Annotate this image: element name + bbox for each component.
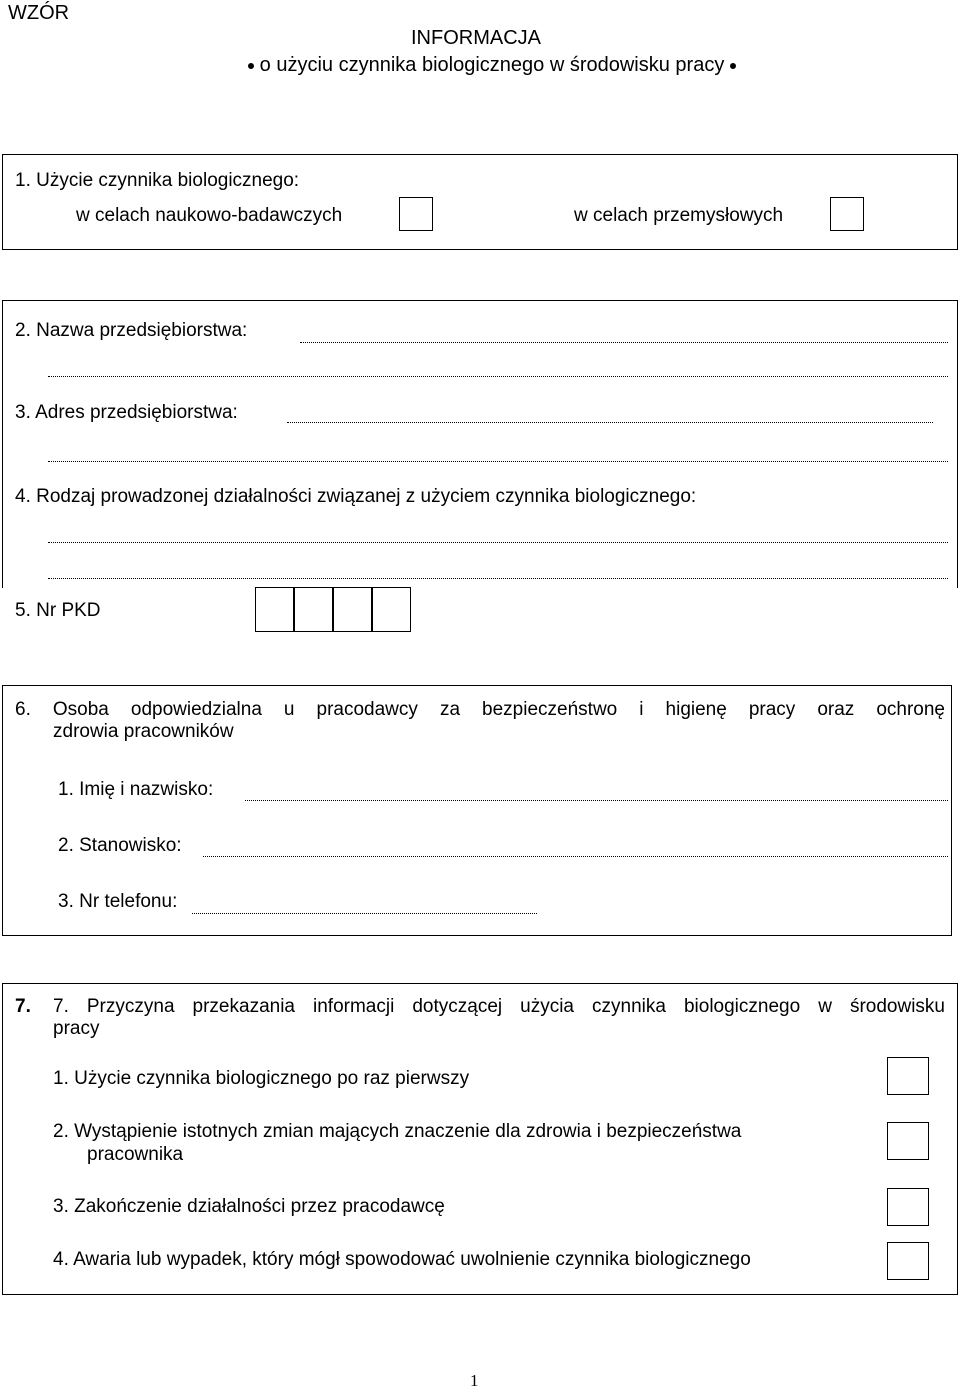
phone-field[interactable] <box>192 913 537 914</box>
activity-type-label: 4. Rodzaj prowadzonej działalności związanej z użyciem czynnika biologicznego: <box>15 486 697 507</box>
reason-3-checkbox[interactable] <box>887 1188 929 1226</box>
position-field[interactable] <box>203 856 948 857</box>
full-name-label: 1. Imię i nazwisko: <box>58 779 214 800</box>
section-6-heading: 6. Osoba odpowiedzialna u pracodawcy za bezpieczeństwo i higienę pracy oraz ochronę <box>15 699 945 720</box>
page-number: 1 <box>470 1371 479 1390</box>
subtitle-text: o użyciu czynnika biologicznego w środowisku pracy <box>259 54 725 76</box>
option-industrial-checkbox[interactable] <box>830 197 864 231</box>
reason-1-label: 1. Użycie czynnika biologicznego po raz pierwszy <box>53 1068 470 1089</box>
activity-type-field-line2[interactable] <box>48 578 948 579</box>
company-address-field[interactable] <box>287 422 933 423</box>
company-address-label: 3. Adres przedsiębiorstwa: <box>15 402 238 423</box>
bullet-right-icon <box>730 63 736 69</box>
phone-label: 3. Nr telefonu: <box>58 891 178 912</box>
section-6-heading-cont: zdrowia pracowników <box>53 721 234 742</box>
company-name-field[interactable] <box>300 342 948 343</box>
pkd-box-2[interactable] <box>294 587 333 632</box>
reason-4-label: 4. Awaria lub wypadek, który mógł spowodować uwolnienie czynnika biologicznego <box>53 1249 751 1270</box>
option-research-label: w celach naukowo-badawczych <box>76 205 343 226</box>
section-1-frame <box>2 154 958 250</box>
option-industrial-label: w celach przemysłowych <box>574 205 784 226</box>
full-name-field[interactable] <box>245 800 948 801</box>
document-title: INFORMACJA <box>411 27 541 49</box>
section-7-heading-cont: pracy <box>53 1018 100 1039</box>
pkd-box-1[interactable] <box>255 587 294 632</box>
reason-2-label-cont: pracownika <box>87 1144 184 1165</box>
pkd-label: 5. Nr PKD <box>15 600 101 621</box>
activity-type-field[interactable] <box>48 542 948 543</box>
bullet-left-icon <box>248 63 254 69</box>
company-name-label: 2. Nazwa przedsiębiorstwa: <box>15 320 248 341</box>
reason-4-checkbox[interactable] <box>887 1242 929 1280</box>
form-template-label: WZÓR <box>8 2 70 24</box>
document-subtitle <box>0 54 960 77</box>
pkd-box-3[interactable] <box>333 587 372 632</box>
option-research-checkbox[interactable] <box>399 197 433 231</box>
section-2-5-frame <box>2 300 958 588</box>
company-name-field-line2[interactable] <box>48 376 948 377</box>
position-label: 2. Stanowisko: <box>58 835 182 856</box>
section-1-heading: 1. Użycie czynnika biologicznego: <box>15 170 300 191</box>
reason-2-label: 2. Wystąpienie istotnych zmian mających znaczenie dla zdrowia i bezpieczeństwa <box>53 1121 742 1142</box>
reason-2-checkbox[interactable] <box>887 1122 929 1160</box>
section-7-number: 7. <box>15 996 31 1017</box>
section-7-heading: 7. Przyczyna przekazania informacji dotyczącej użycia czynnika biologicznego w środowisku <box>53 996 945 1017</box>
reason-1-checkbox[interactable] <box>887 1057 929 1095</box>
reason-3-label: 3. Zakończenie działalności przez pracodawcę <box>53 1196 445 1217</box>
company-address-field-line2[interactable] <box>48 461 948 462</box>
pkd-box-4[interactable] <box>372 587 411 632</box>
